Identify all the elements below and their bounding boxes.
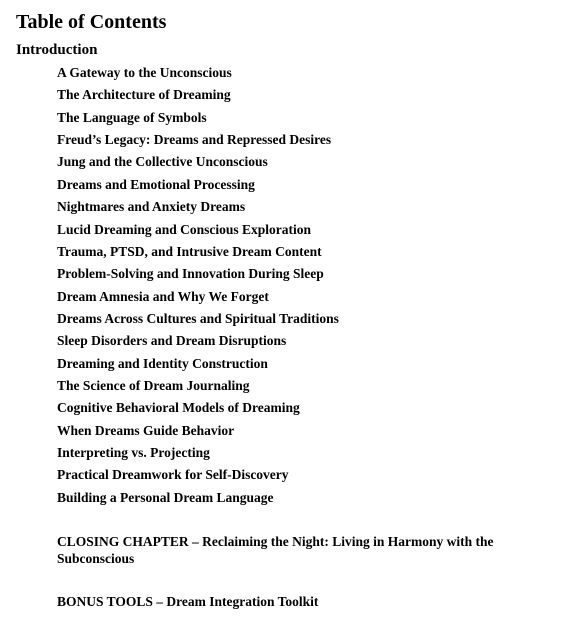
chapter-title: Nightmares and Anxiety Dreams xyxy=(57,199,246,215)
chapter-title: The Language of Symbols xyxy=(57,109,207,125)
closing-chapter-entry: CLOSING CHAPTER – Reclaiming the Night: Living in Harmony with the Subconscious xyxy=(57,534,494,566)
chapter-title: The Architecture of Dreaming xyxy=(57,87,231,103)
chapter-title: When Dreams Guide Behavior xyxy=(57,422,235,438)
chapter-title: Dreams and Emotional Processing xyxy=(57,176,255,192)
chapter-title: Jung and the Collective Unconscious xyxy=(57,154,268,170)
chapter-title: Trauma, PTSD, and Intrusive Dream Content xyxy=(57,243,322,259)
chapter-title: Sleep Disorders and Dream Disruptions xyxy=(57,333,287,349)
page-title: Table of Contents xyxy=(16,11,167,33)
chapter-title: Cognitive Behavioral Models of Dreaming xyxy=(57,400,300,416)
chapter-title: Lucid Dreaming and Conscious Exploration xyxy=(57,221,312,237)
chapter-title: Practical Dreamwork for Self-Discovery xyxy=(57,467,289,483)
bonus-tools-entry: BONUS TOOLS – Dream Integration Toolkit xyxy=(57,594,319,609)
chapter-title: Freud’s Legacy: Dreams and Repressed Desires xyxy=(57,132,332,148)
chapter-title: Problem-Solving and Innovation During Sleep xyxy=(57,266,324,282)
introduction-heading: Introduction xyxy=(16,42,98,58)
chapter-title: The Science of Dream Journaling xyxy=(57,378,250,394)
chapter-title: A Gateway to the Unconscious xyxy=(57,65,232,80)
chapter-title: Dream Amnesia and Why We Forget xyxy=(57,288,269,304)
chapter-title: Building a Personal Dream Language xyxy=(57,489,274,505)
chapter-title: Dreaming and Identity Construction xyxy=(57,355,268,371)
chapter-title: Interpreting vs. Projecting xyxy=(57,445,210,461)
chapter-title: Dreams Across Cultures and Spiritual Traditions xyxy=(57,310,339,326)
